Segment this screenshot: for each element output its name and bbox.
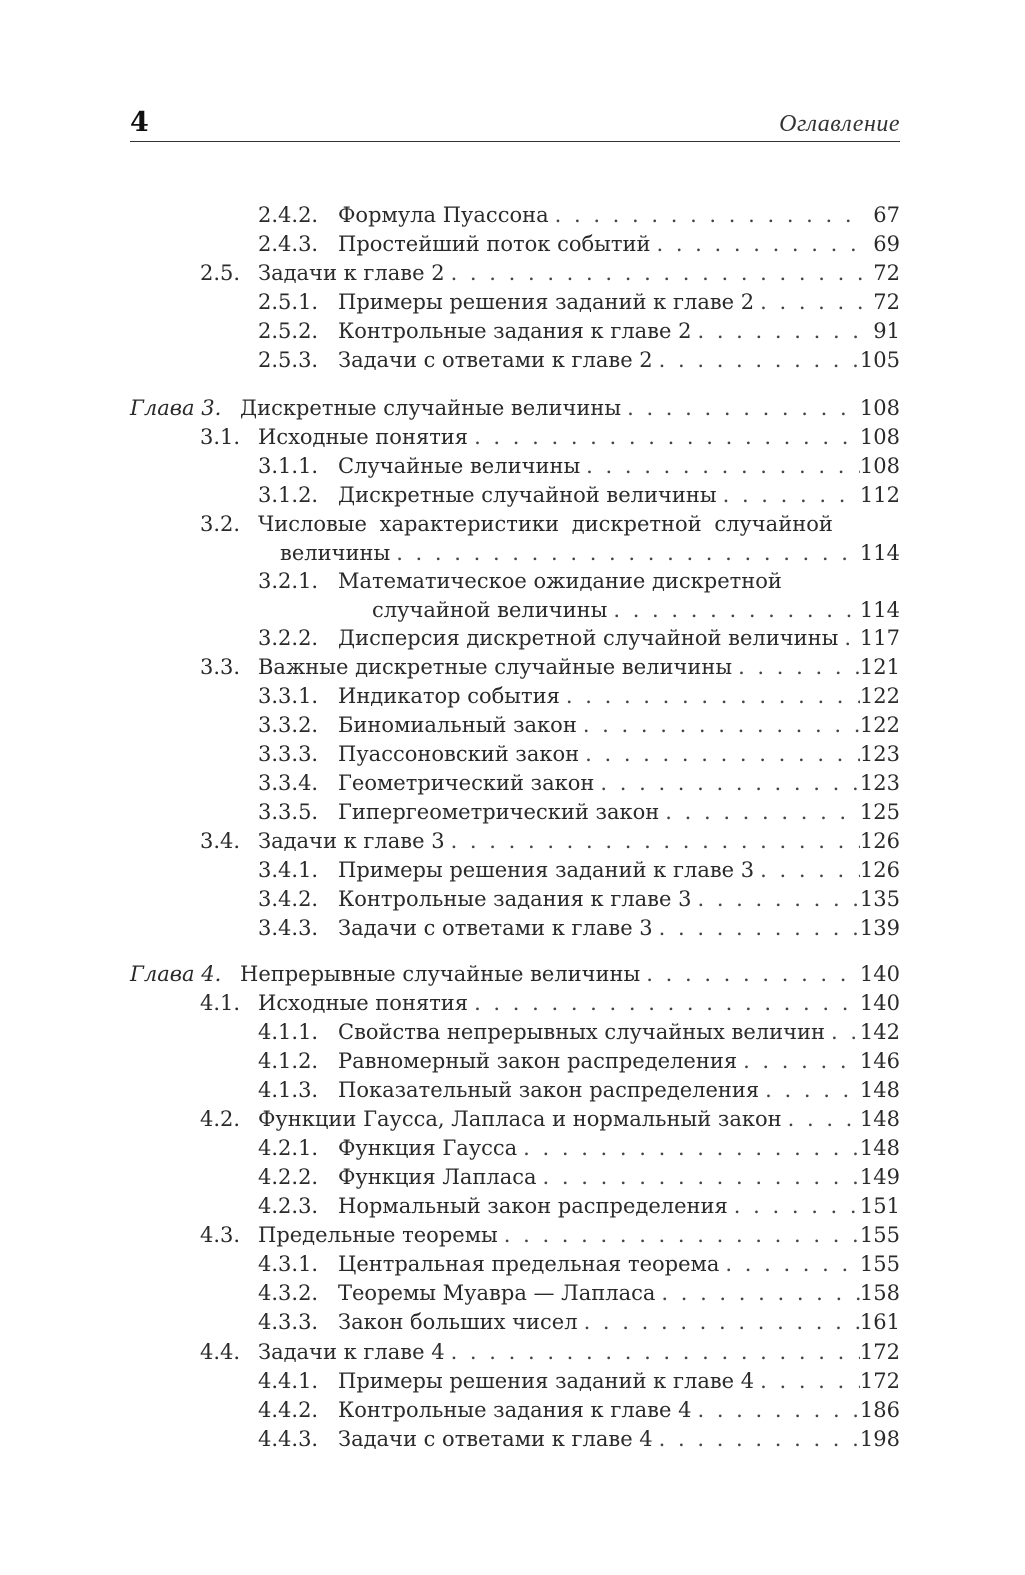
toc-entry-title: Гипергеометрический закон: [338, 800, 660, 824]
toc-entry-page: 123: [859, 771, 900, 795]
toc-entry-title: Свойства непрерывных случайных величин: [338, 1020, 825, 1044]
toc-entry-number: 4.1.2.: [258, 1049, 319, 1073]
leader-dots: [445, 1338, 860, 1367]
toc-entry-title: Индикатор события: [338, 684, 560, 708]
leader-dots: [655, 1279, 860, 1308]
toc-entry-number: 4.1.: [200, 991, 241, 1015]
toc-entry-number: 4.1.1.: [258, 1020, 319, 1044]
toc-entry-page: 67: [873, 203, 900, 227]
toc-entry[interactable]: [200, 259, 900, 288]
toc-entry-title: Дисперсия дискретной случайной величины: [338, 626, 839, 650]
toc-entry[interactable]: [258, 1279, 900, 1308]
toc-entry-number: 4.4.2.: [258, 1398, 319, 1422]
chapter-label: Глава 3.: [130, 396, 222, 420]
toc-entry-title: Простейший поток событий: [338, 232, 651, 256]
toc-entry[interactable]: [200, 989, 900, 1018]
toc-entry-number: 3.3.4.: [258, 771, 319, 795]
toc-entry-title: Примеры решения заданий к главе 4: [338, 1369, 755, 1393]
toc-entry[interactable]: [258, 885, 900, 914]
toc-entry-page: 105: [859, 348, 900, 372]
toc-entry-title: Теоремы Муавра — Лапласа: [338, 1281, 656, 1305]
leader-dots: [579, 740, 860, 769]
leader-dots: [691, 885, 859, 914]
toc-entry[interactable]: [258, 740, 900, 769]
leader-dots: [498, 1221, 860, 1250]
toc-entry[interactable]: [258, 856, 900, 885]
toc-entry-page: 172: [859, 1369, 900, 1393]
toc-entry-number: 4.3.: [200, 1223, 241, 1247]
toc-entry-number: 3.2.: [200, 512, 241, 536]
toc-entry-page: 198: [859, 1427, 900, 1451]
toc-entry-title: Числовые характеристики дискретной случайной: [258, 512, 833, 536]
toc-entry[interactable]: [258, 624, 900, 653]
toc-entry[interactable]: [258, 914, 900, 943]
leader-dots: [653, 346, 860, 375]
toc-entry-page: 142: [859, 1020, 900, 1044]
toc-entry-page: 108: [859, 454, 900, 478]
toc-entry-number: 3.4.: [200, 829, 241, 853]
toc-entry-number: 3.3.1.: [258, 684, 319, 708]
toc-entry[interactable]: [258, 1192, 900, 1221]
toc-entry-title: Задачи с ответами к главе 2: [338, 348, 653, 372]
toc-entry[interactable]: [258, 1308, 900, 1337]
leader-dots: [653, 1425, 860, 1454]
leader-dots: [653, 914, 860, 943]
toc-entry-title: Дискретные случайной величины: [338, 483, 717, 507]
toc-entry[interactable]: [258, 711, 900, 740]
toc-entry-number: 3.1.1.: [258, 454, 319, 478]
toc-entry-page: 72: [873, 290, 900, 314]
toc-entry-title: Контрольные задания к главе 3: [338, 887, 692, 911]
toc-entry-continuation[interactable]: [372, 596, 900, 625]
toc-entry-title: Закон больших чисел: [338, 1310, 578, 1334]
toc-entry[interactable]: [258, 288, 900, 317]
toc-entry-title: Важные дискретные случайные величины: [258, 655, 733, 679]
toc-entry-title: Функция Гаусса: [338, 1136, 518, 1160]
toc-entry-page: 91: [873, 319, 900, 343]
toc-entry-number: 3.3.2.: [258, 713, 319, 737]
toc-entry[interactable]: [258, 317, 900, 346]
toc-entry-title: Показательный закон распределения: [338, 1078, 760, 1102]
toc-entry[interactable]: [200, 1105, 900, 1134]
leader-dots: [754, 1367, 860, 1396]
toc-entry[interactable]: [258, 346, 900, 375]
toc-entry-title: Дискретные случайные величины: [240, 396, 622, 420]
toc-entry-title: Функции Гаусса, Лапласа и нормальный закон: [258, 1107, 782, 1131]
toc-entry-number: 3.3.5.: [258, 800, 319, 824]
leader-dots: [719, 1250, 860, 1279]
toc-entry[interactable]: [258, 1367, 900, 1396]
toc-entry[interactable]: [258, 682, 900, 711]
toc-entry-title: Контрольные задания к главе 4: [338, 1398, 692, 1422]
toc-entry-title: Равномерный закон распределения: [338, 1049, 738, 1073]
toc-entry-number: 3.1.: [200, 425, 241, 449]
leader-dots: [468, 423, 860, 452]
toc-entry-number: 4.2.1.: [258, 1136, 319, 1160]
leader-dots: [650, 230, 864, 259]
leader-dots: [537, 1163, 860, 1192]
leader-dots: [728, 1192, 860, 1221]
toc-entry-number: 4.3.1.: [258, 1252, 319, 1276]
toc-entry[interactable]: [258, 1250, 900, 1279]
toc-entry-page: 140: [859, 991, 900, 1015]
toc-entry-number: 2.5.3.: [258, 348, 319, 372]
toc-entry-page: 122: [859, 684, 900, 708]
toc-entry[interactable]: [258, 201, 900, 230]
toc-entry-page: 108: [859, 425, 900, 449]
leader-dots: [445, 827, 860, 856]
toc-entry-page: 126: [859, 858, 900, 882]
toc-entry[interactable]: [200, 827, 900, 856]
toc-entry-page: 114: [859, 541, 900, 565]
leader-dots: [578, 1308, 860, 1337]
toc-entry-number: 4.2.2.: [258, 1165, 319, 1189]
toc-entry-title: Биномиальный закон: [338, 713, 577, 737]
toc-entry-number: 2.5.: [200, 261, 241, 285]
toc-entry[interactable]: [258, 1163, 900, 1192]
toc-entry[interactable]: [200, 653, 900, 682]
toc-entry-title: Задачи к главе 4: [258, 1340, 445, 1364]
toc-entry-page: 172: [859, 1340, 900, 1364]
toc-entry[interactable]: [258, 1134, 900, 1163]
toc-entry[interactable]: [258, 481, 900, 510]
toc-entry-title: Функция Лапласа: [338, 1165, 537, 1189]
toc-entry-title: Математическое ожидание дискретной: [338, 569, 782, 593]
toc-entry-title: Контрольные задания к главе 2: [338, 319, 692, 343]
toc-entry-page: 123: [859, 742, 900, 766]
leader-dots: [754, 856, 860, 885]
toc-entry-title: Примеры решения заданий к главе 3: [338, 858, 755, 882]
toc-entry-page: 148: [859, 1136, 900, 1160]
toc-entry-number: 3.2.1.: [258, 569, 319, 593]
toc-entry-page: 148: [859, 1107, 900, 1131]
toc-entry-page: 158: [859, 1281, 900, 1305]
toc-entry-page: 155: [859, 1223, 900, 1247]
toc-entry-title: Предельные теоремы: [258, 1223, 498, 1247]
toc-entry-title-cont: величины: [280, 541, 391, 565]
toc-entry-number: 3.4.2.: [258, 887, 319, 911]
toc-entry-number: 4.3.2.: [258, 1281, 319, 1305]
toc-entry-number: 4.1.3.: [258, 1078, 319, 1102]
toc-entry-number: 4.2.: [200, 1107, 241, 1131]
toc-entry-title: Пуассоновский закон: [338, 742, 580, 766]
toc-entry-number: 2.4.3.: [258, 232, 319, 256]
leader-dots: [782, 1105, 860, 1134]
toc-entry-page: 121: [859, 655, 900, 679]
leader-dots: [754, 288, 864, 317]
toc-entry[interactable]: [200, 1338, 900, 1367]
toc-entry-title-cont: случайной величины: [372, 598, 608, 622]
toc-entry-number: 2.4.2.: [258, 203, 319, 227]
toc-entry-title: Задачи к главе 3: [258, 829, 445, 853]
toc-entry-title: Исходные понятия: [258, 425, 469, 449]
toc-entry-number: 3.3.3.: [258, 742, 319, 766]
toc-entry-page: 126: [859, 829, 900, 853]
toc-entry-first-line[interactable]: [258, 567, 782, 596]
toc-entry-page: 125: [859, 800, 900, 824]
toc-entry-page: 161: [859, 1310, 900, 1334]
leader-dots: [549, 201, 864, 230]
toc-entry-number: 3.4.3.: [258, 916, 319, 940]
toc-chapter-entry[interactable]: [130, 960, 900, 989]
toc-entry-first-line[interactable]: [200, 510, 833, 539]
toc-entry-page: 112: [859, 483, 900, 507]
toc-entry-page: 69: [873, 232, 900, 256]
toc-entry-page: 155: [859, 1252, 900, 1276]
toc-entry-title: Задачи с ответами к главе 4: [338, 1427, 653, 1451]
toc-entry-number: 4.3.3.: [258, 1310, 319, 1334]
toc-entry-page: 146: [859, 1049, 900, 1073]
toc-entry-number: 3.3.: [200, 655, 241, 679]
leader-dots: [390, 539, 860, 568]
leader-dots: [468, 989, 860, 1018]
toc-entry-title: Непрерывные случайные величины: [240, 962, 641, 986]
toc-entry-number: 4.4.1.: [258, 1369, 319, 1393]
toc-entry[interactable]: [258, 1076, 900, 1105]
leader-dots: [732, 653, 860, 682]
toc-entry-page: 135: [859, 887, 900, 911]
leader-dots: [691, 317, 864, 346]
toc-entry[interactable]: [258, 798, 900, 827]
toc-entry-title: Исходные понятия: [258, 991, 469, 1015]
toc-entry-title: Случайные величины: [338, 454, 581, 478]
toc-entry-page: 108: [859, 396, 900, 420]
leader-dots: [717, 481, 860, 510]
toc-entry[interactable]: [258, 230, 900, 259]
leader-dots: [691, 1396, 859, 1425]
toc-entry-number: 4.4.: [200, 1340, 241, 1364]
leader-dots: [517, 1134, 860, 1163]
leader-dots: [580, 452, 860, 481]
toc-entry-number: 3.2.2.: [258, 626, 319, 650]
toc-entry-number: 2.5.2.: [258, 319, 319, 343]
toc-entry-title: Формула Пуассона: [338, 203, 549, 227]
leader-dots: [659, 798, 860, 827]
toc-entry-title: Примеры решения заданий к главе 2: [338, 290, 755, 314]
toc-entry-title: Геометрический закон: [338, 771, 595, 795]
toc-entry-title: Задачи к главе 2: [258, 261, 445, 285]
toc-entry-number: 2.5.1.: [258, 290, 319, 314]
toc-entry[interactable]: [258, 1047, 900, 1076]
toc-entry[interactable]: [200, 423, 900, 452]
toc-entry-title: Задачи с ответами к главе 3: [338, 916, 653, 940]
chapter-label: Глава 4.: [130, 962, 222, 986]
toc-entry[interactable]: [200, 1221, 900, 1250]
toc-entry[interactable]: [258, 1396, 900, 1425]
leader-dots: [560, 682, 860, 711]
leader-dots: [825, 1018, 860, 1047]
leader-dots: [445, 259, 864, 288]
toc-entry[interactable]: [258, 452, 900, 481]
toc-entry-page: 139: [859, 916, 900, 940]
toc-entry-title: Центральная предельная теорема: [338, 1252, 720, 1276]
toc-entry-page: 117: [859, 626, 900, 650]
toc-entry-page: 140: [859, 962, 900, 986]
toc-entry[interactable]: [258, 1018, 900, 1047]
toc-entry-page: 149: [859, 1165, 900, 1189]
leader-dots: [577, 711, 860, 740]
leader-dots: [621, 394, 860, 423]
toc-entry-number: 4.2.3.: [258, 1194, 319, 1218]
toc-entry-page: 72: [873, 261, 900, 285]
leader-dots: [838, 624, 860, 653]
toc-entry-number: 3.4.1.: [258, 858, 319, 882]
toc-entry[interactable]: [258, 1425, 900, 1454]
leader-dots: [737, 1047, 860, 1076]
running-title: Оглавление: [779, 111, 900, 137]
toc-entry-page: 148: [859, 1078, 900, 1102]
leader-dots: [759, 1076, 860, 1105]
toc-entry-number: 4.4.3.: [258, 1427, 319, 1451]
toc-entry-title: Нормальный закон распределения: [338, 1194, 728, 1218]
toc-entry-page: 122: [859, 713, 900, 737]
leader-dots: [594, 769, 860, 798]
toc-entry-number: 3.1.2.: [258, 483, 319, 507]
toc-entry[interactable]: [258, 769, 900, 798]
toc-entry-page: 114: [859, 598, 900, 622]
leader-dots: [640, 960, 860, 989]
leader-dots: [607, 596, 860, 625]
toc-entry-page: 186: [859, 1398, 900, 1422]
toc-entry-continuation[interactable]: [280, 539, 900, 568]
toc-chapter-entry[interactable]: [130, 394, 900, 423]
page-number: 4: [130, 107, 149, 138]
toc-entry-page: 151: [859, 1194, 900, 1218]
